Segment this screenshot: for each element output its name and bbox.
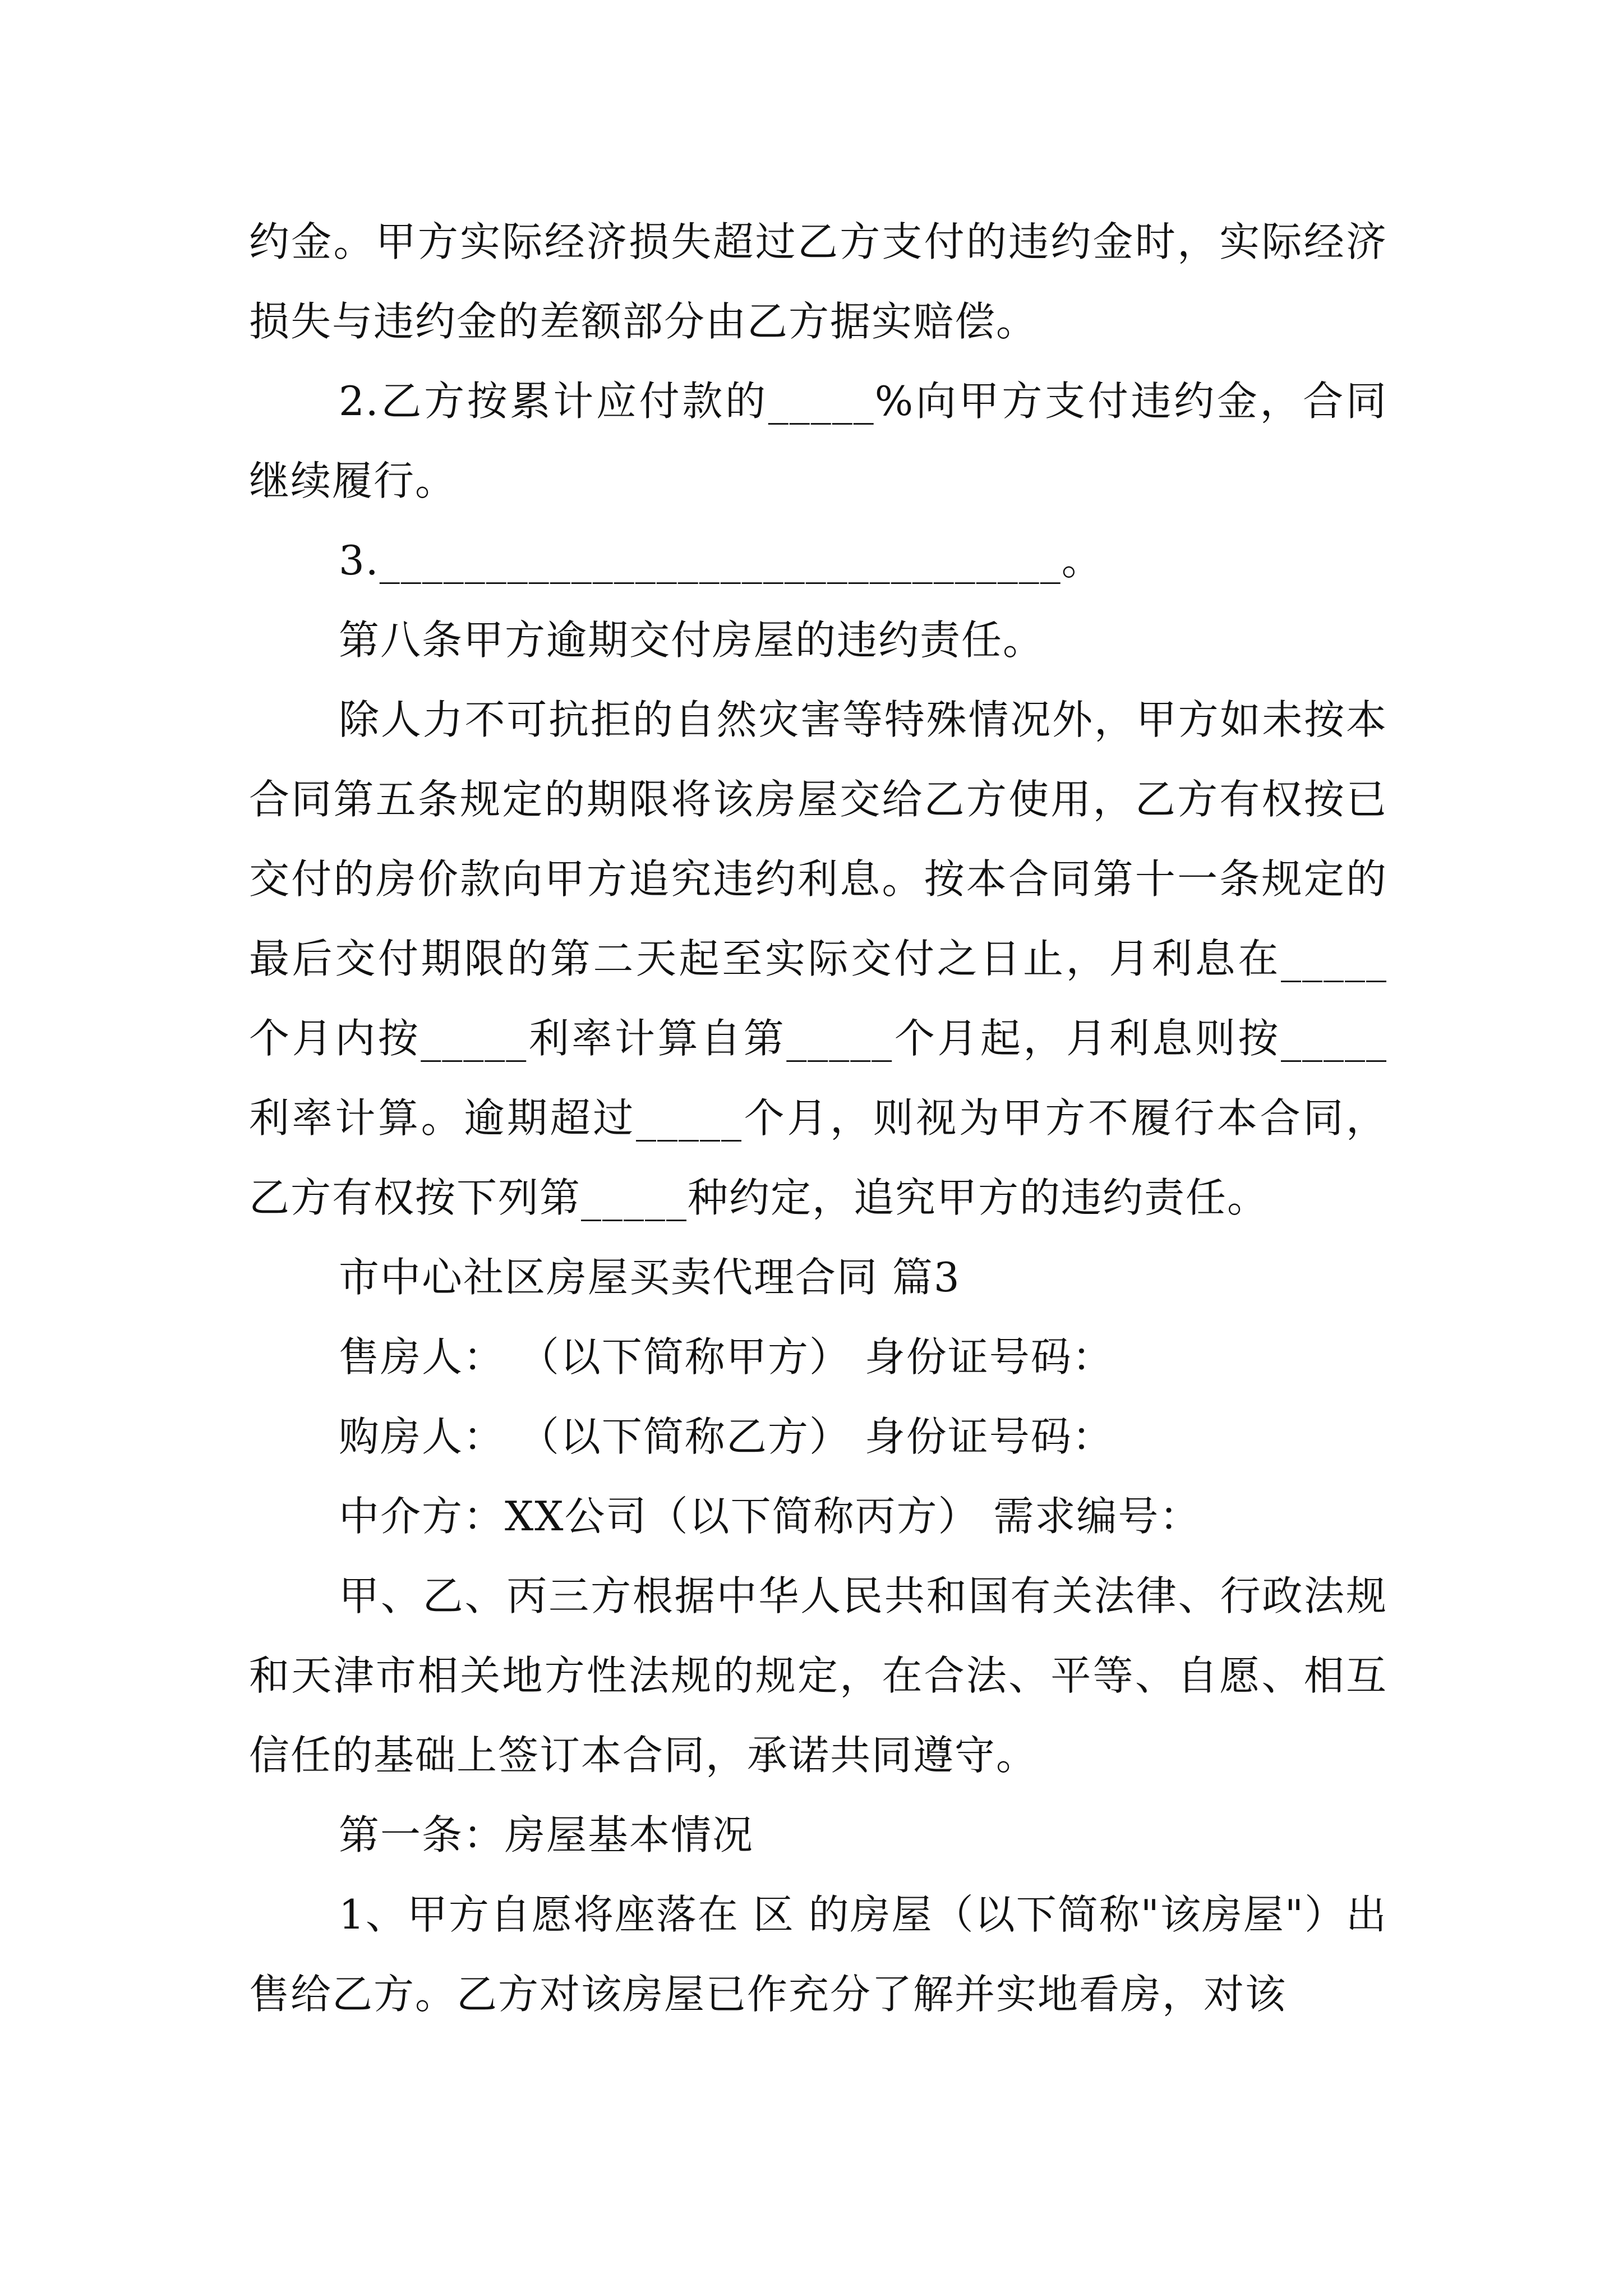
paragraph-clause-2: 2.乙方按累计应付款的_____%向甲方支付违约金，合同继续履行。 — [249, 378, 1387, 504]
section-title-part-3: 市中心社区房屋买卖代理合同 篇3 — [339, 1254, 961, 1301]
paragraph-article-1-item-1: 1、甲方自愿将座落在 区 的房屋（以下简称"该房屋"）出售给乙方。乙方对该房屋已作充分了解并实地看房，对该 — [249, 1891, 1387, 2018]
paragraph-clause-3: 3.________________________________。 — [339, 537, 1103, 584]
paragraph-article-8-body: 除人力不可抗拒的自然灾害等特殊情况外，甲方如未按本合同第五条规定的期限将该房屋交给乙方使用，乙方有权按已交付的房价款向甲方追究违约利息。按本合同第十一条规定的最后交付期限的第二天起至实际交付之日止，月利息在_____个月内按_____利率计算自第_____个月起，月利息则按_____利率计算。逾期超过_____个月，则视为甲方不履行本合同，乙方有权按下列第_____种约定，追究甲方的违约责任。 — [249, 696, 1387, 1221]
document-body — [249, 202, 1387, 2034]
agent-line: 中介方：XX公司（以下简称丙方） 需求编号： — [339, 1493, 1201, 1540]
article-1-heading: 第一条：房屋基本情况 — [339, 1811, 754, 1858]
buyer-line: 购房人： （以下简称乙方） 身份证号码： — [339, 1413, 1114, 1460]
seller-line: 售房人： （以下简称甲方） 身份证号码： — [339, 1333, 1114, 1381]
paragraph-penalty-continuation: 约金。甲方实际经济损失超过乙方支付的违约金时，实际经济损失与违约金的差额部分由乙方据实赔偿。 — [249, 218, 1387, 345]
paragraph-preamble: 甲、乙、丙三方根据中华人民共和国有关法律、行政法规和天津市相关地方性法规的规定，在合法、平等、自愿、相互信任的基础上签订本合同，承诺共同遵守。 — [249, 1572, 1387, 1779]
article-8-heading: 第八条甲方逾期交付房屋的违约责任。 — [339, 616, 1045, 664]
